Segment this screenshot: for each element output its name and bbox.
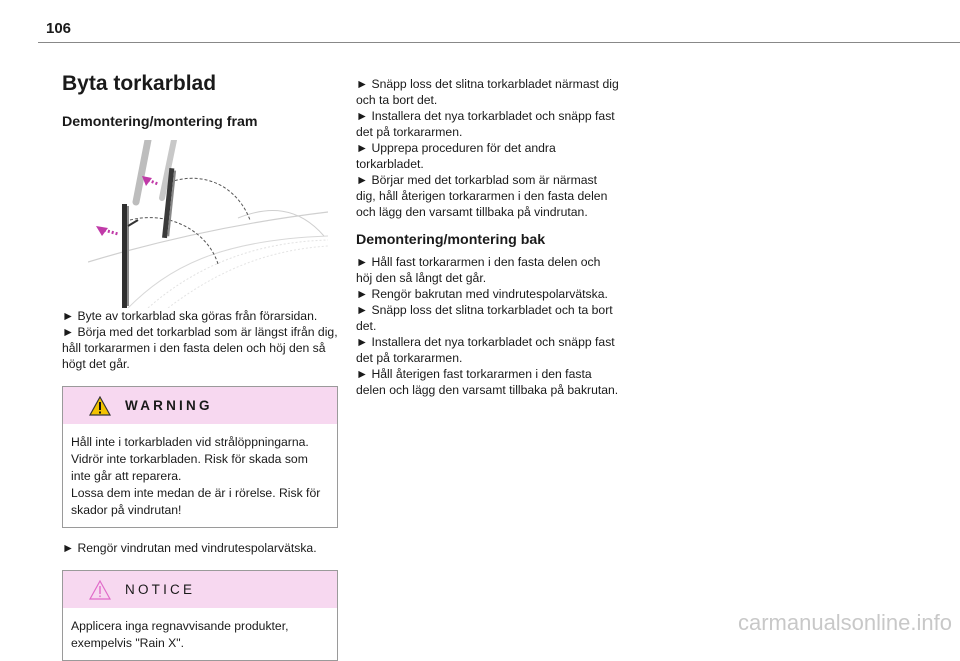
- rear-section-heading: Demontering/montering bak: [356, 232, 546, 248]
- warning-body: [63, 424, 337, 527]
- rear-step-2: ► Rengör bakrutan med vindrutespolarvätska.: [356, 287, 608, 301]
- warning-text-1: Håll inte i torkarbladen vid strålöppningarna. Vidrör inte torkarbladen. Risk för skada som inte går att reparera.: [71, 435, 309, 483]
- page-title: Byta torkarblad: [62, 72, 217, 95]
- watermark-link[interactable]: carmanualsonline.info: [737, 610, 952, 635]
- wiper-illustration: [88, 140, 328, 308]
- notice-text: Applicera inga regnavvisande produkter, exempelvis "Rain X".: [71, 619, 289, 650]
- notice-label: NOTICE: [125, 581, 196, 597]
- front-section-heading: Demontering/montering fram: [62, 114, 258, 130]
- warning-text-2: Lossa dem inte medan de är i rörelse. Risk för skador på vindrutan!: [71, 486, 321, 517]
- rear-step-5: ► Håll återigen fast torkararmen i den fasta delen och lägg den varsamt tillbaka på bakrutan.: [356, 367, 619, 397]
- rear-step-3: ► Snäpp loss det slitna torkarbladet och ta bort det.: [356, 303, 613, 333]
- front-step-4: ► Installera det nya torkarbladet och snäpp fast det på torkararmen.: [356, 109, 615, 139]
- left-column: [62, 70, 338, 661]
- rear-step-4: ► Installera det nya torkarbladet och snäpp fast det på torkararmen.: [356, 335, 615, 365]
- front-step-6: ► Börjar med det torkarblad som är närmast dig, håll återigen torkararmen i den fasta delen och lägg den varsamt tillbaka på vindrutan.: [356, 173, 608, 219]
- right-column: [356, 76, 620, 398]
- notice-body: [63, 608, 337, 660]
- warning-triangle-icon: [89, 396, 111, 416]
- notice-box: [62, 570, 338, 661]
- front-step-3: ► Snäpp loss det slitna torkarbladet närmast dig och ta bort det.: [356, 77, 619, 107]
- rear-step-1: ► Håll fast torkararmen i den fasta delen och höj den så långt det går.: [356, 255, 601, 285]
- warning-label: WARNING: [125, 397, 213, 413]
- clean-windscreen-step: ► Rengör vindrutan med vindrutespolarvätska.: [62, 541, 317, 555]
- header-divider: [38, 42, 960, 43]
- notice-triangle-icon: [89, 580, 111, 600]
- front-step-2: ► Börja med det torkarblad som är längst ifrån dig, håll torkararmen i den fasta delen och höj den så högt det går.: [62, 325, 338, 371]
- page-number: 106: [46, 20, 72, 37]
- warning-box: [62, 386, 338, 528]
- warning-header: [63, 387, 337, 424]
- front-step-5: ► Upprepa proceduren för det andra torkarbladet.: [356, 141, 556, 171]
- front-step-1: ► Byte av torkarblad ska göras från förarsidan.: [62, 309, 318, 323]
- notice-header: [63, 571, 337, 608]
